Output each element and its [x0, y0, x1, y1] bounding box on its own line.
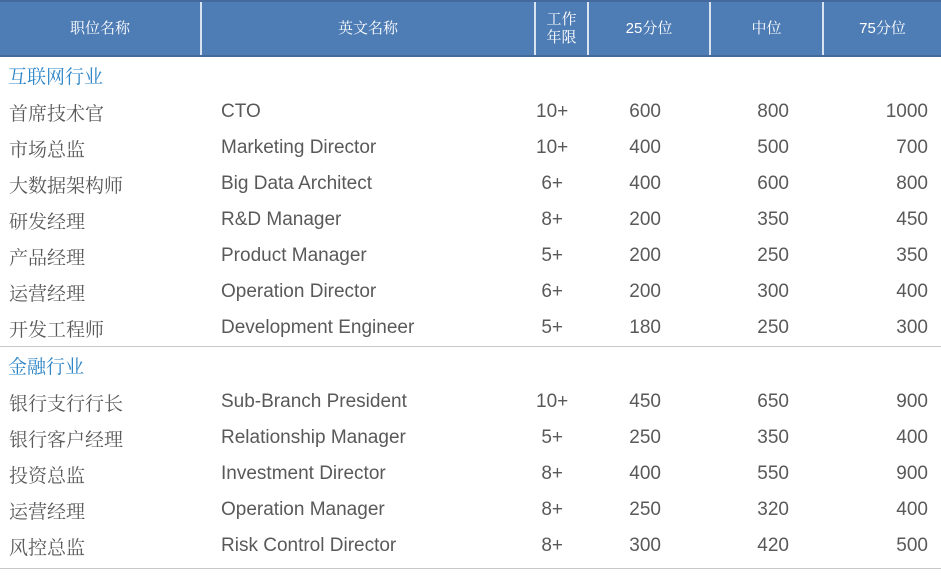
table-row	[0, 166, 941, 202]
col-header-p75: 75分位	[859, 19, 906, 37]
cell-p25: 200	[629, 245, 661, 266]
cell-median: 550	[757, 463, 789, 484]
cell-years: 6+	[541, 281, 563, 302]
cell-position-en: CTO	[221, 101, 261, 122]
table-row	[0, 238, 941, 274]
cell-p75: 450	[896, 209, 928, 230]
section-title-internet: 互联网行业	[8, 67, 104, 88]
cell-position-en: Investment Director	[221, 463, 386, 484]
cell-p25: 200	[629, 281, 661, 302]
section-internet	[0, 57, 941, 346]
cell-median: 600	[757, 173, 789, 194]
cell-p25: 250	[629, 427, 661, 448]
cell-p75: 350	[896, 245, 928, 266]
cell-years: 8+	[541, 535, 563, 556]
cell-years: 8+	[541, 499, 563, 520]
table-row	[0, 202, 941, 238]
cell-median: 800	[757, 101, 789, 122]
cell-median: 300	[757, 281, 789, 302]
cell-p25: 400	[629, 173, 661, 194]
cell-years: 8+	[541, 463, 563, 484]
cell-p75: 800	[896, 173, 928, 194]
cell-median: 500	[757, 137, 789, 158]
cell-years: 6+	[541, 173, 563, 194]
cell-p75: 300	[896, 317, 928, 338]
col-header-position-cn: 职位名称	[0, 2, 202, 55]
cell-p75: 900	[896, 463, 928, 484]
cell-position-cn: 运营经理	[9, 501, 86, 523]
cell-p25: 600	[629, 101, 661, 122]
cell-position-cn: 风控总监	[9, 537, 86, 559]
cell-years: 10+	[536, 391, 569, 412]
cell-years: 10+	[536, 101, 569, 122]
table-row	[0, 130, 941, 166]
cell-position-en: Sub-Branch President	[221, 391, 407, 412]
cell-years: 5+	[541, 427, 563, 448]
section-title-finance: 金融行业	[8, 357, 85, 378]
cell-years: 5+	[541, 245, 563, 266]
cell-position-en: Big Data Architect	[221, 173, 373, 194]
cell-position-cn: 研发经理	[9, 211, 86, 233]
cell-position-en: Marketing Director	[221, 137, 377, 158]
cell-position-en: R&D Manager	[221, 209, 342, 230]
cell-years: 5+	[541, 317, 563, 338]
cell-years: 10+	[536, 137, 569, 158]
cell-position-en: Operation Director	[221, 281, 377, 302]
cell-median: 250	[757, 317, 789, 338]
section-finance	[0, 346, 941, 564]
cell-p75: 900	[896, 391, 928, 412]
cell-position-en: Risk Control Director	[221, 535, 397, 556]
cell-position-en: Development Engineer	[221, 317, 415, 338]
table-row	[0, 420, 941, 456]
cell-median: 250	[757, 245, 789, 266]
cell-median: 650	[757, 391, 789, 412]
table-row	[0, 384, 941, 420]
cell-position-en: Operation Manager	[221, 499, 385, 520]
cell-p75: 700	[896, 137, 928, 158]
cell-median: 350	[757, 427, 789, 448]
cell-position-cn: 市场总监	[9, 139, 86, 161]
cell-position-cn: 投资总监	[9, 465, 86, 487]
cell-position-cn: 银行支行行长	[9, 393, 124, 415]
cell-position-cn: 产品经理	[9, 247, 86, 269]
cell-p75: 500	[896, 535, 928, 556]
table-row	[0, 456, 941, 492]
cell-p25: 300	[629, 535, 661, 556]
cell-position-en: Product Manager	[221, 245, 367, 266]
cell-position-cn: 运营经理	[9, 283, 86, 305]
cell-median: 420	[757, 535, 789, 556]
cell-position-cn: 银行客户经理	[9, 429, 124, 451]
col-header-p25: 25分位	[589, 2, 711, 55]
cell-p25: 400	[629, 137, 661, 158]
col-header-years: 工作年限	[536, 2, 589, 55]
bottom-divider	[0, 568, 941, 569]
cell-median: 320	[757, 499, 789, 520]
cell-p75: 1000	[885, 101, 928, 122]
cell-p25: 200	[629, 209, 661, 230]
cell-p25: 180	[629, 317, 661, 338]
table-row	[0, 94, 941, 130]
cell-position-cn: 大数据架构师	[9, 175, 124, 197]
col-header-position-en: 英文名称	[202, 2, 536, 55]
cell-position-en: Relationship Manager	[221, 427, 406, 448]
cell-p25: 400	[629, 463, 661, 484]
table-row	[0, 310, 941, 346]
cell-p75: 400	[896, 281, 928, 302]
table-header-row	[0, 0, 941, 57]
cell-position-cn: 首席技术官	[9, 103, 105, 125]
cell-p75: 400	[896, 499, 928, 520]
cell-p25: 450	[629, 391, 661, 412]
cell-years: 8+	[541, 209, 563, 230]
cell-median: 350	[757, 209, 789, 230]
table-row	[0, 274, 941, 310]
cell-p25: 250	[629, 499, 661, 520]
table-row	[0, 528, 941, 564]
cell-position-cn: 开发工程师	[9, 319, 105, 341]
table-row	[0, 492, 941, 528]
cell-p75: 400	[896, 427, 928, 448]
col-header-median: 中位	[711, 2, 824, 55]
